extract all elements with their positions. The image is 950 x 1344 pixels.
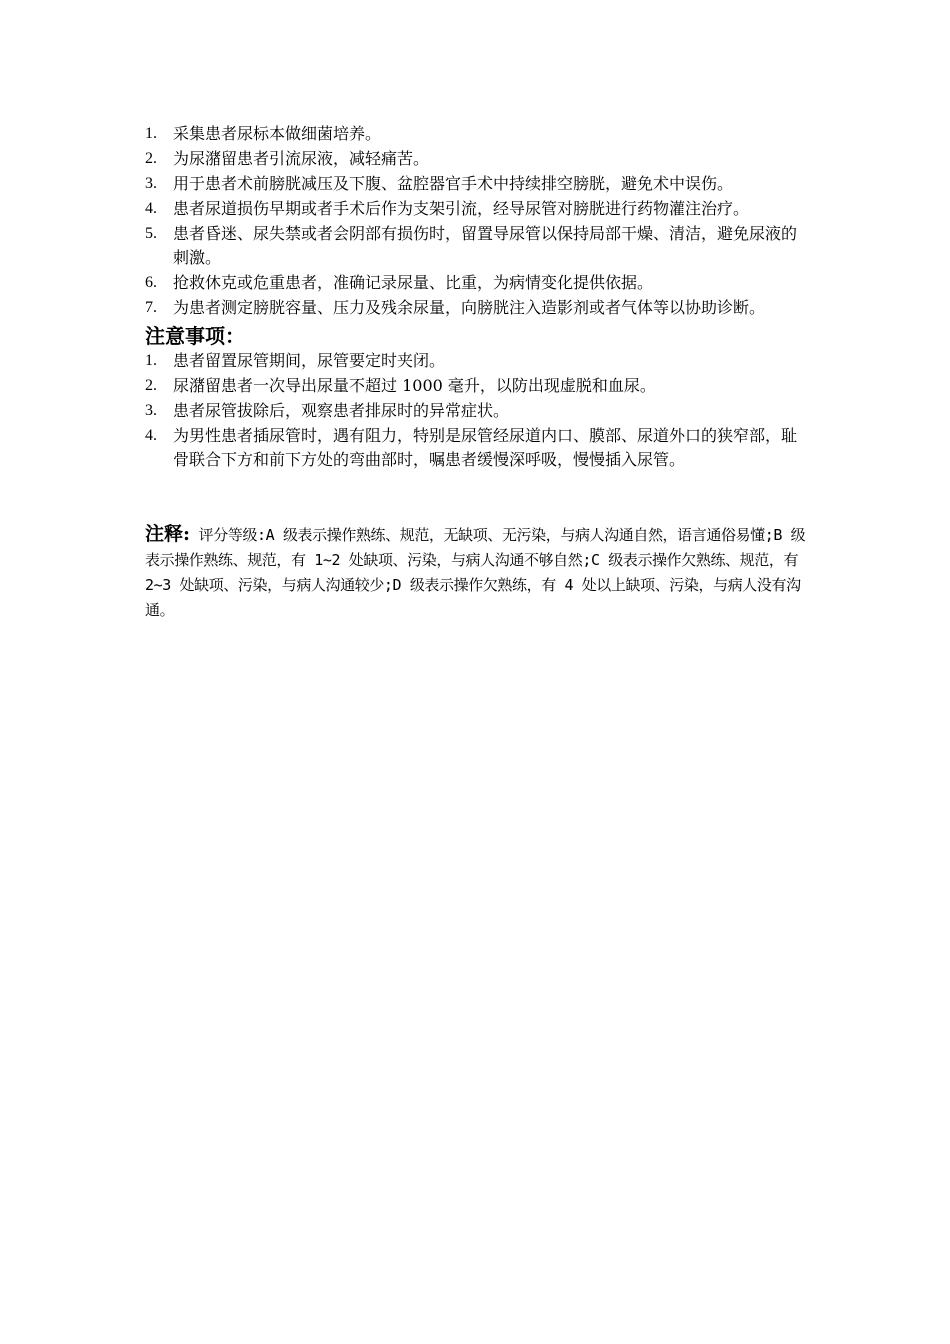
- list-item: [145, 349, 810, 373]
- note-text: 评分等级:A 级表示操作熟练、规范，无缺项、无污染，与病人沟通自然，语言通俗易懂;B 级表示操作熟练、规范，有 1~2 处缺项、污染，与病人沟通不够自然;C 级表示操作欠熟练、规范，有 2~3 处缺项、污染，与病人沟通较少;D 级表示操作欠熟练，有 4 处以上缺项、污染，与病人没有沟通。: [145, 526, 806, 619]
- list-item-number: 2.: [145, 150, 157, 167]
- list-item-number: 4.: [145, 427, 157, 444]
- list-item-number: 4.: [145, 200, 157, 217]
- list-item-number: 1.: [145, 352, 157, 369]
- list-item-text: 为患者测定膀胱容量、压力及残余尿量，向膀胱注入造影剂或者气体等以协助诊断。: [173, 298, 766, 317]
- list-item: [145, 399, 810, 423]
- list-item-number: 3.: [145, 175, 157, 192]
- list-item-text: 患者昏迷、尿失禁或者会阴部有损伤时，留置导尿管以保持局部干燥、清洁，避免尿液的刺激。: [173, 224, 798, 267]
- document-page: [145, 122, 810, 638]
- list-item-number: 3.: [145, 402, 157, 419]
- list-item: [145, 172, 810, 196]
- list-item-number: 1.: [145, 125, 157, 142]
- list-item-text: 抢救休克或危重患者，准确记录尿量、比重，为病情变化提供依据。: [173, 273, 654, 292]
- list-item-text: 为尿潴留患者引流尿液，减轻痛苦。: [173, 149, 430, 168]
- list-item-text: 尿潴留患者一次导出尿量不超过 1000 毫升，以防出现虚脱和血尿。: [173, 376, 656, 395]
- precautions-list: [145, 349, 810, 472]
- list-item: [145, 197, 810, 221]
- list-item-text: 采集患者尿标本做细菌培养。: [173, 124, 382, 143]
- list-item-text: 患者尿道损伤早期或者手术后作为支架引流，经导尿管对膀胱进行药物灌注治疗。: [173, 199, 750, 218]
- purpose-list: [145, 122, 810, 320]
- list-item-text: 患者留置尿管期间，尿管要定时夹闭。: [173, 351, 446, 370]
- list-item: [145, 222, 810, 270]
- list-item-text: 患者尿管拔除后，观察患者排尿时的异常症状。: [173, 401, 510, 420]
- list-item-text: 用于患者术前膀胱减压及下腹、盆腔器官手术中持续排空膀胱，避免术中误伤。: [173, 174, 734, 193]
- list-item-number: 2.: [145, 377, 157, 394]
- list-item: [145, 374, 810, 398]
- grading-note: [145, 522, 810, 623]
- list-item-number: 7.: [145, 299, 157, 316]
- list-item: [145, 122, 810, 146]
- list-item: [145, 271, 810, 295]
- list-item: [145, 147, 810, 171]
- precautions-heading: 注意事项：: [145, 324, 245, 348]
- list-item: [145, 424, 810, 472]
- list-item-number: 6.: [145, 274, 157, 291]
- list-item-number: 5.: [145, 225, 157, 242]
- list-item: [145, 296, 810, 320]
- note-label: 注释:: [145, 523, 191, 545]
- list-item-text: 为男性患者插尿管时，遇有阻力，特别是尿管经尿道内口、膜部、尿道外口的狭窄部，耻骨联合下方和前下方处的弯曲部时，嘱患者缓慢深呼吸，慢慢插入尿管。: [173, 426, 798, 469]
